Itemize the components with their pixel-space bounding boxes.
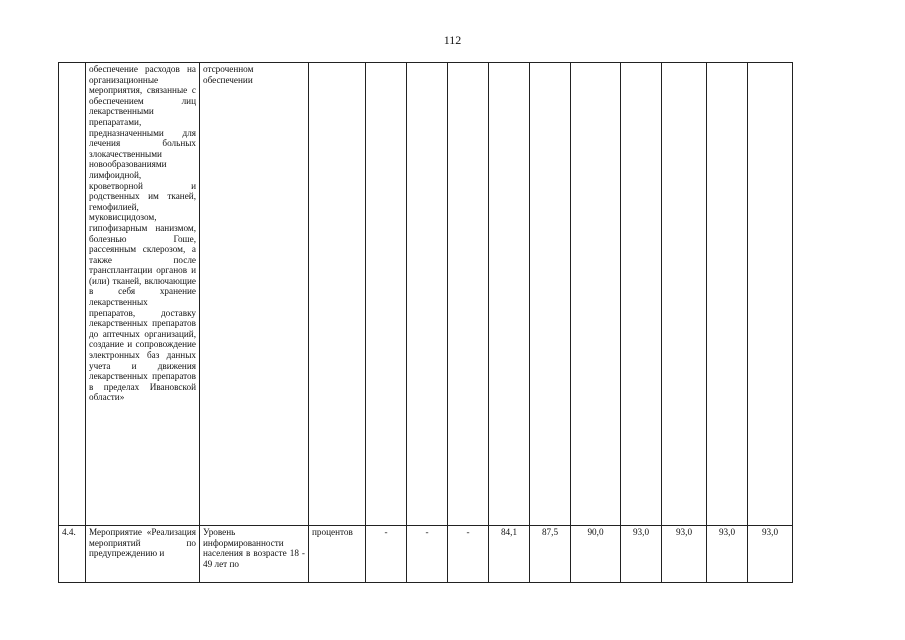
value-cell: - <box>407 526 448 583</box>
table-row <box>59 526 793 583</box>
value-cell <box>407 63 448 526</box>
row-number-cell <box>59 63 86 526</box>
indicator-name-cell: отсроченном обеспечении <box>200 63 309 526</box>
value-cell <box>489 63 530 526</box>
value-cell <box>366 63 407 526</box>
value-cell <box>530 63 571 526</box>
page-number: 112 <box>443 33 462 47</box>
value-cell <box>748 63 793 526</box>
value-cell <box>621 63 662 526</box>
value-cell: 93,0 <box>748 526 793 583</box>
value-cell: - <box>366 526 407 583</box>
value-cell: 84,1 <box>489 526 530 583</box>
value-cell <box>571 63 621 526</box>
value-cell: 93,0 <box>707 526 748 583</box>
indicator-name-cell: Уровень информированности населения в возрасте 18 - 49 лет по <box>200 526 309 583</box>
unit-cell: процентов <box>309 526 366 583</box>
value-cell <box>707 63 748 526</box>
unit-cell <box>309 63 366 526</box>
value-cell: 90,0 <box>571 526 621 583</box>
row-number-cell: 4.4. <box>59 526 86 583</box>
value-cell: 93,0 <box>662 526 707 583</box>
indicator-table <box>58 62 793 583</box>
table-row <box>59 63 793 526</box>
measure-name-cell: Мероприятие «Реализация мероприятий по предупреждению и <box>86 526 200 583</box>
value-cell: - <box>448 526 489 583</box>
value-cell <box>662 63 707 526</box>
value-cell: 93,0 <box>621 526 662 583</box>
value-cell <box>448 63 489 526</box>
value-cell: 87,5 <box>530 526 571 583</box>
measure-name-cell: обеспечение расходов на организационные мероприятия, связанные с обеспечением лиц лекарственными препаратами, предназначенными для лечения больных злокачественными новообразованиями лимфоидной, кроветворной и родственных им тканей, гемофилией, муковисцидозом, гипофизарным нанизмом, болезнью Гоше, рассеянным склерозом, а также после трансплантации органов и (или) тканей, включающие в себя хранение лекарственных препаратов, доставку лекарственных препаратов до аптечных организаций, создание и сопровождение электронных баз данных учета и движения лекарственных препаратов в пределах Ивановской области» <box>86 63 200 526</box>
